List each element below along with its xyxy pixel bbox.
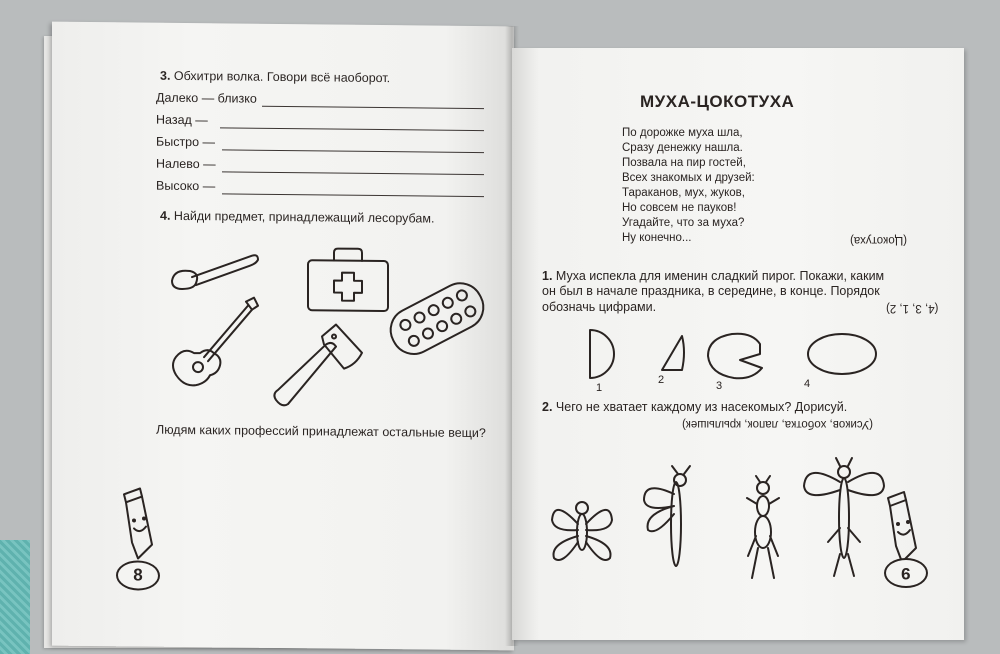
pie-whole-shape <box>804 330 884 380</box>
first-aid-kit-icon <box>304 246 394 317</box>
page-number-right <box>884 558 928 588</box>
task2-number: 2. <box>542 400 553 414</box>
table-cloth <box>0 540 30 654</box>
shape-number: 3 <box>716 380 723 392</box>
answer-line <box>222 171 484 175</box>
poem-line: Сразу денежку нашла. <box>622 142 743 154</box>
poem-answer-text: (Цокотуха) <box>850 234 908 246</box>
pie-slice-shape <box>660 334 690 374</box>
task1-text <box>542 268 884 284</box>
opposite-row: Далеко — близко <box>156 90 257 106</box>
task1-number: 1. <box>542 269 553 283</box>
opposite-row: Назад — <box>156 112 208 128</box>
axe-icon <box>272 320 372 411</box>
task4-number: 4. <box>160 208 171 223</box>
poem-line: Ну конечно... <box>622 232 692 244</box>
task2-heading <box>542 400 847 414</box>
task1-line: обозначь цифрами. <box>542 300 657 314</box>
poem-line: По дорожке муха шла, <box>622 127 743 139</box>
answer-line <box>222 149 484 153</box>
task2-answer <box>682 418 873 430</box>
insect-no-antennae-icon <box>548 494 618 574</box>
poem-title: МУХА-ЦОКОТУХА <box>640 92 795 111</box>
pie-three-quarter-shape <box>702 330 772 380</box>
opposite-row: Налево — <box>156 156 216 172</box>
shape-number: 1 <box>596 382 603 394</box>
task1-answer-text: (4, 3, 1, 2) <box>886 302 939 314</box>
page-number-left: 8 <box>116 560 160 590</box>
pencil-mascot-icon <box>118 482 158 562</box>
poem-line: Но совсем не пауков! <box>622 202 737 214</box>
pencil-mascot-icon <box>882 486 922 566</box>
answer-line <box>262 106 484 109</box>
task1-line: он был в начале праздника, в середине, в конце. Порядок <box>542 284 880 298</box>
left-page <box>52 22 514 651</box>
pills-icon <box>382 275 492 366</box>
insect-no-legs-icon <box>638 464 708 574</box>
task4-question: Людям каких профессий принадлежат остальные вещи? <box>156 422 486 441</box>
task4-heading <box>160 209 434 226</box>
poem-line: Угадайте, что за муха? <box>622 217 745 229</box>
task2-title: Чего не хватает каждому из насекомых? Дорисуй. <box>555 400 848 414</box>
shape-number: 4 <box>804 378 811 390</box>
task3-heading <box>160 69 390 85</box>
task4-title: Найди предмет, принадлежащий лесорубам. <box>173 208 435 226</box>
shape-number: 2 <box>658 374 665 386</box>
answer-line <box>220 127 484 131</box>
poem-block <box>622 126 755 246</box>
answer-line <box>222 193 484 197</box>
task3-number: 3. <box>160 68 171 83</box>
task2-answer-text: (Усиков, хоботка, лапок, крылышек) <box>682 418 873 430</box>
poem-line: Позвала на пир гостей, <box>622 157 746 169</box>
poem-line: Тараканов, мух, жуков, <box>622 187 745 199</box>
task1-line: Муха испекла для именин сладкий пирог. Покажи, каким <box>555 269 885 283</box>
right-page <box>512 48 964 640</box>
opposite-row: Быстро — <box>156 134 216 150</box>
page-number-right-text: 9 <box>901 564 911 583</box>
task3-title: Обхитри волка. Говори всё наоборот. <box>173 68 391 86</box>
insect-no-proboscis-icon <box>800 458 890 578</box>
poem-line: Всех знакомых и друзей: <box>622 172 755 184</box>
poem-answer <box>850 234 907 246</box>
task1-answer <box>886 302 938 314</box>
pie-half-shape <box>586 328 626 380</box>
insect-no-wings-icon <box>738 476 788 586</box>
guitar-icon <box>164 293 264 394</box>
opposite-row: Высоко — <box>156 178 216 194</box>
